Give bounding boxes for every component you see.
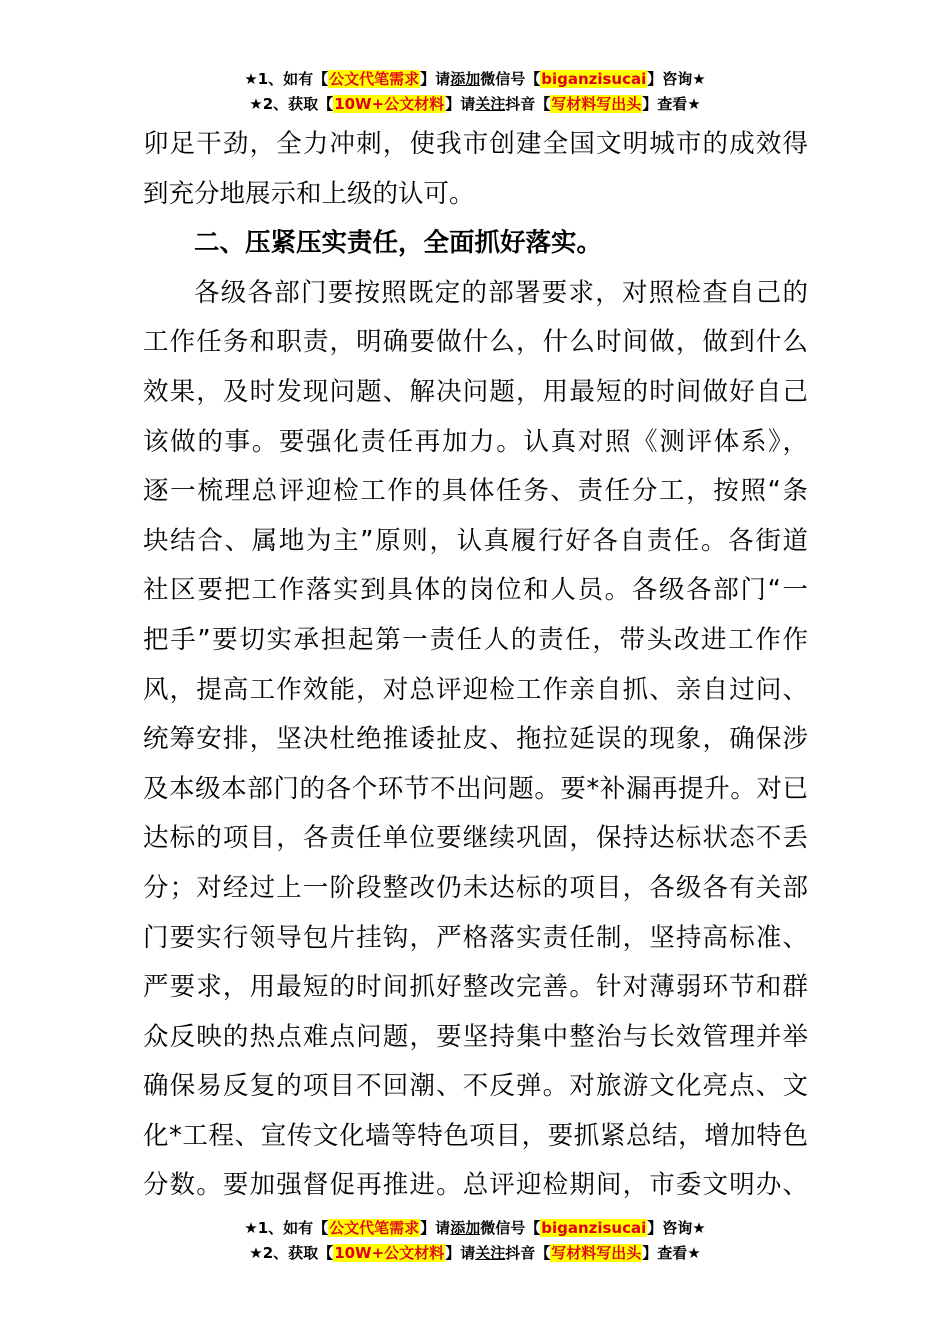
banner-underline: 添加 [450,70,481,88]
body-line: 到充分地展示和上级的认可。 [143,178,475,209]
body-line: 各级各部门要按照既定的部署要求，对照检查自己的 [194,277,808,308]
banner-line-1 [0,67,950,92]
body-line: 把手”要切实承担起第一责任人的责任，带头改进工作作 [143,624,808,655]
banner-text: ★1、如有【 [244,70,329,88]
banner-highlight: biganzisucai [541,70,647,88]
body-line: 达标的项目，各责任单位要继续巩固，保持达标状态不丢 [143,823,808,854]
body-line: 块结合、属地为主”原则，认真履行好各自责任。各街道 [143,525,808,556]
body-line: 工作任务和职责，明确要做什么，什么时间做，做到什么 [143,327,808,358]
body-line: 逐一梳理总评迎检工作的具体任务、责任分工，按照“条 [143,476,808,507]
body-line: 确保易反复的项目不回潮、不反弹。对旅游文化亮点、文 [143,1071,808,1102]
banner-underline: 关注 [475,1244,506,1262]
banner-text: 抖音【 [505,1244,551,1262]
body-line: 化*工程、宣传文化墙等特色项目，要抓紧总结，增加特色 [143,1120,808,1151]
body-line: 分；对经过上一阶段整改仍未达标的项目，各级各有关部 [143,872,808,903]
banner-text: 】请 [420,70,451,88]
banner-highlight: 写材料写出头 [551,95,642,113]
body-line: 严要求，用最短的时间抓好整改完善。针对薄弱环节和群 [143,972,808,1003]
header-banner [0,67,950,117]
banner-underline: 关注 [475,95,506,113]
banner-highlight: 10W+公文材料 [334,1244,445,1262]
body-line: 及本级本部门的各个环节不出问题。要*补漏再提升。对已 [143,773,808,804]
banner-text: 】咨询★ [647,70,706,88]
document-body [143,120,808,1211]
body-line: 门要实行领导包片挂钩，严格落实责任制，坚持高标准、 [143,922,808,953]
body-line: 社区要把工作落实到具体的岗位和人员。各级各部门“一 [143,575,808,606]
banner-highlight: 公文代笔需求 [329,1219,420,1237]
banner-text: 微信号【 [480,70,541,88]
banner-text: ★2、获取【 [249,1244,334,1262]
body-line: 效果，及时发现问题、解决问题，用最短的时间做好自己 [143,376,808,407]
banner-text: 】请 [420,1219,451,1237]
body-line: 卯足干劲，全力冲刺，使我市创建全国文明城市的成效得 [143,129,808,159]
banner-line-2 [0,1241,950,1266]
banner-text: 】查看★ [642,95,701,113]
banner-text: 微信号【 [480,1219,541,1237]
banner-text: 】请 [445,95,476,113]
banner-line-2 [0,92,950,117]
banner-text: ★1、如有【 [244,1219,329,1237]
banner-text: ★2、获取【 [249,95,334,113]
banner-underline: 添加 [450,1219,481,1237]
banner-highlight: 公文代笔需求 [329,70,420,88]
body-line: 众反映的热点难点问题，要坚持集中整治与长效管理并举 [143,1021,808,1052]
footer-banner [0,1216,950,1266]
banner-text: 抖音【 [505,95,551,113]
banner-text: 】查看★ [642,1244,701,1262]
banner-text: 】咨询★ [647,1219,706,1237]
banner-text: 】请 [445,1244,476,1262]
body-line: 统筹安排，坚决杜绝推诿扯皮、拖拉延误的现象，确保涉 [143,724,808,755]
banner-line-1 [0,1216,950,1241]
banner-highlight: 10W+公文材料 [334,95,445,113]
section-heading: 二、压紧压实责任，全面抓好落实。 [194,228,603,259]
body-line: 该做的事。要强化责任再加力。认真对照《测评体系》， [143,426,808,457]
banner-highlight: 写材料写出头 [551,1244,642,1262]
banner-highlight: biganzisucai [541,1219,647,1237]
body-line: 风，提高工作效能，对总评迎检工作亲自抓、亲自过问、 [143,674,808,705]
body-line: 分数。要加强督促再推进。总评迎检期间，市委文明办、 [143,1170,808,1201]
